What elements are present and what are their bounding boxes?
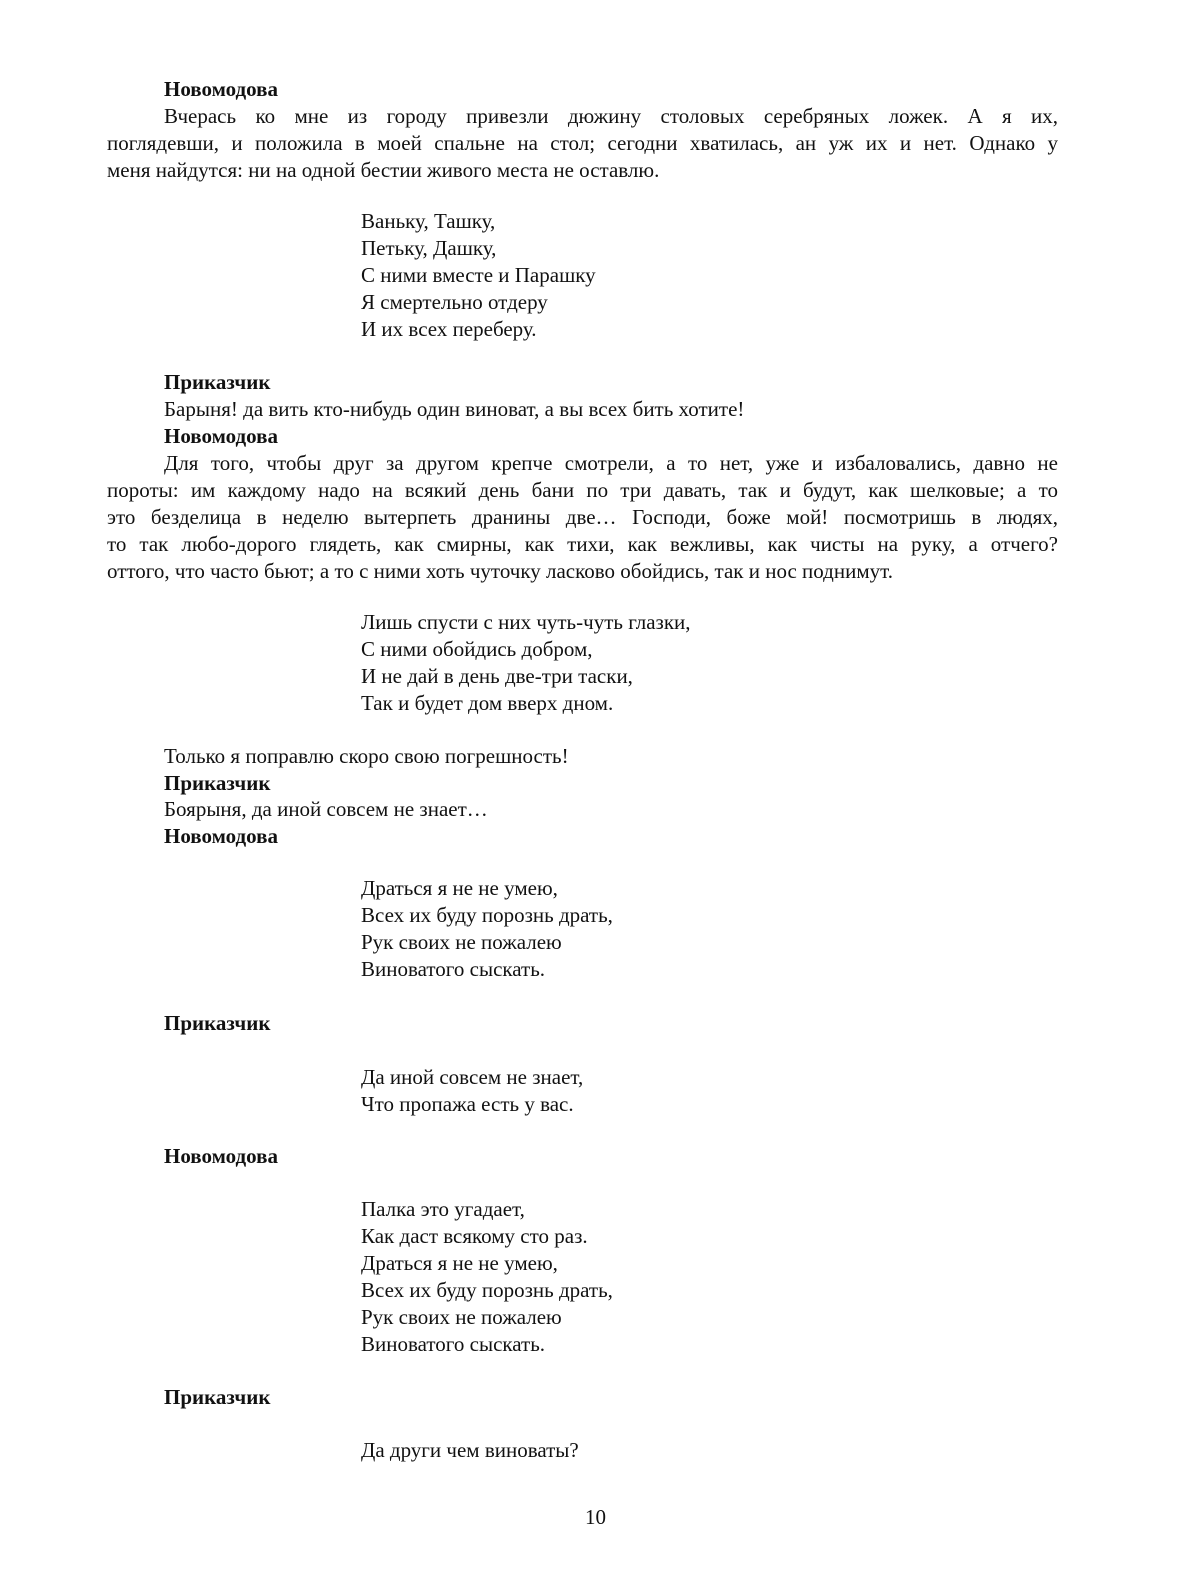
prose-line: Вчерась ко мне из городу привезли дюжину столовых серебряных ложек. А я их, <box>164 104 1058 128</box>
speaker-name: Приказчик <box>164 1011 271 1035</box>
prose-line: Для того, чтобы друг за другом крепче смотрели, а то нет, уже и избаловались, давно не <box>164 451 1058 475</box>
verse-line: Всех их буду порознь драть, <box>361 1278 613 1302</box>
prose-line: пороты: им каждому надо на всякий день бани по три давать, так и будут, как шелковые; а то <box>107 478 1058 502</box>
verse-stanza <box>361 875 613 983</box>
verse-line: Так и будет дом вверх дном. <box>361 691 614 715</box>
dialogue-line: Только я поправлю скоро свою погрешность! <box>164 744 569 768</box>
dialogue-line: Боярыня, да иной совсем не знает… <box>164 797 488 821</box>
verse-line: С ними вместе и Парашку <box>361 263 596 287</box>
verse-stanza <box>361 1064 583 1118</box>
prose-line: поглядевши, и положила в моей спальне на стол; сегодни хватилась, ан уж их и нет. Однако у <box>107 131 1058 155</box>
verse-line: Палка это угадает, <box>361 1197 525 1221</box>
verse-line: Да други чем виноваты? <box>361 1438 579 1462</box>
verse-line: Петьку, Дашку, <box>361 236 497 260</box>
verse-line: Виноватого сыскать. <box>361 1332 546 1356</box>
prose-line: то так любо-дорого глядеть, как смирны, как тихи, как вежливы, как чисты на руку, а отчего? <box>107 532 1058 556</box>
verse-line: Как даст всякому сто раз. <box>361 1224 588 1248</box>
prose-line: оттого, что часто бьют; а то с ними хоть чуточку ласково обойдись, так и нос поднимут. <box>107 559 893 583</box>
verse-line: И их всех переберу. <box>361 317 537 341</box>
speaker-name: Приказчик <box>164 370 271 394</box>
verse-line: Лишь спусти с них чуть-чуть глазки, <box>361 610 691 634</box>
verse-stanza <box>361 1196 613 1358</box>
speaker-name: Приказчик <box>164 771 271 795</box>
speaker-name: Новомодова <box>164 424 278 448</box>
verse-line: С ними обойдись добром, <box>361 637 593 661</box>
verse-line: Рук своих не пожалею <box>361 930 562 954</box>
dialogue-line: Барыня! да вить кто-нибудь один виноват, а вы всех бить хотите! <box>164 397 745 421</box>
speaker-name: Приказчик <box>164 1385 271 1409</box>
verse-line: Виноватого сыскать. <box>361 957 546 981</box>
prose-paragraph <box>107 103 1058 184</box>
verse-stanza <box>361 609 691 717</box>
verse-stanza <box>361 208 596 343</box>
verse-stanza <box>361 1437 579 1464</box>
verse-line: И не дай в день две-три таски, <box>361 664 633 688</box>
prose-paragraph <box>107 450 1058 585</box>
prose-line: это безделица в неделю вытерпеть дранины две… Господи, боже мой! посмотришь в людях, <box>107 505 1058 529</box>
verse-line: Драться я не не умею, <box>361 876 558 900</box>
verse-line: Драться я не не умею, <box>361 1251 558 1275</box>
verse-line: Рук своих не пожалею <box>361 1305 562 1329</box>
verse-line: Что пропажа есть у вас. <box>361 1092 574 1116</box>
verse-line: Ваньку, Ташку, <box>361 209 496 233</box>
speaker-name: Новомодова <box>164 77 278 101</box>
verse-line: Да иной совсем не знает, <box>361 1065 584 1089</box>
speaker-name: Новомодова <box>164 824 278 848</box>
verse-line: Я смертельно отдеру <box>361 290 548 314</box>
speaker-name: Новомодова <box>164 1144 278 1168</box>
verse-line: Всех их буду порознь драть, <box>361 903 613 927</box>
prose-line: меня найдутся: ни на одной бестии живого места не оставлю. <box>107 158 660 182</box>
page-number: 10 <box>585 1505 606 1529</box>
